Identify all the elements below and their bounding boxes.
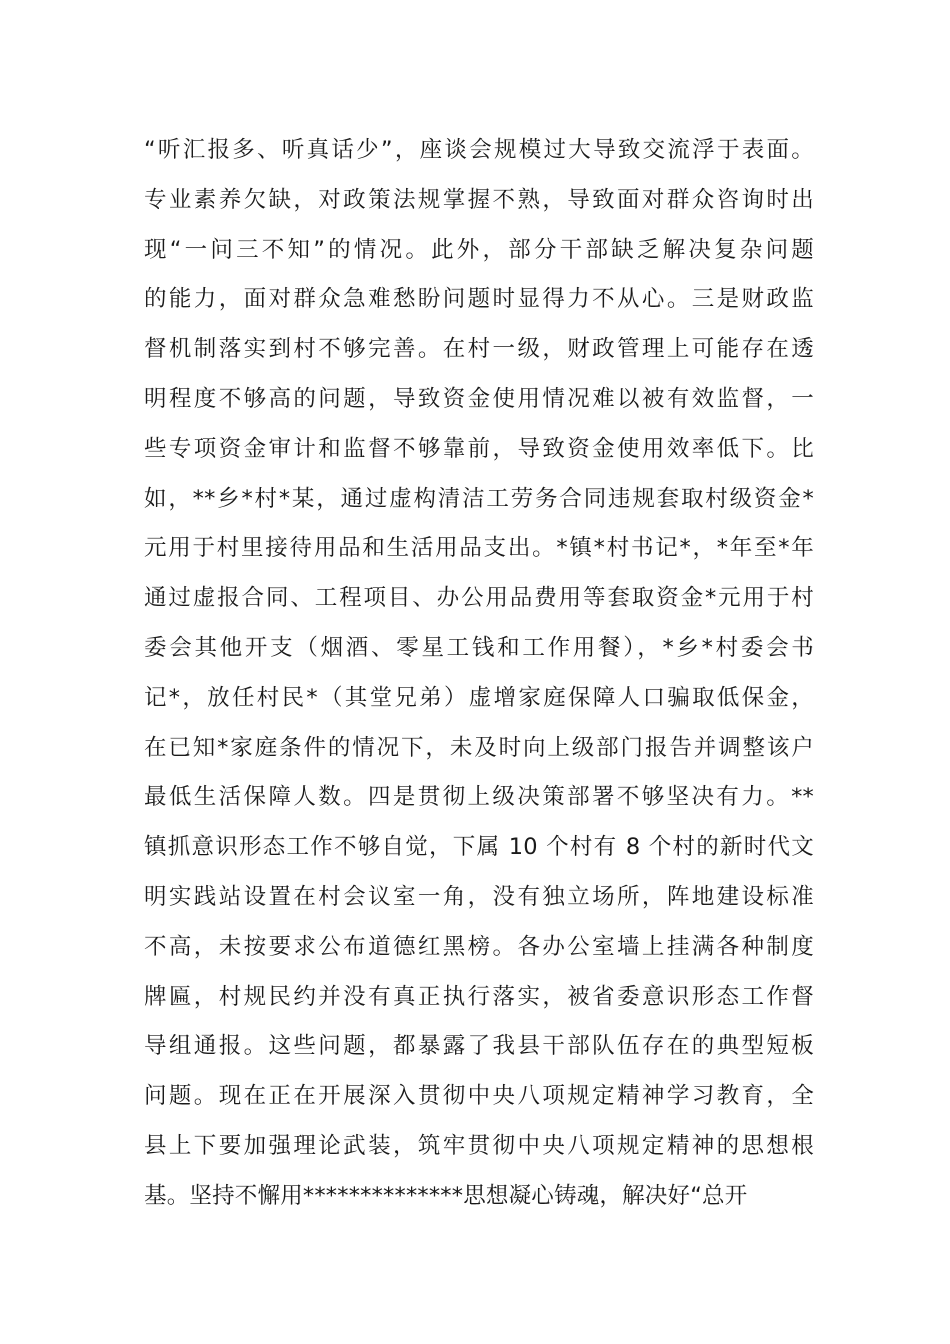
text-line: 镇抓意识形态工作不够自觉，下属 10 个村有 8 个村的新时代文 [144, 834, 814, 861]
text-line: 问题。现在正在开展深入贯彻中央八项规定精神学习教育，全 [144, 1083, 814, 1110]
text-line: 的能力，面对群众急难愁盼问题时显得力不从心。三是财政监 [144, 286, 814, 313]
text-line: 明程度不够高的问题，导致资金使用情况难以被有效监督，一 [144, 385, 814, 412]
text-line: 在已知*家庭条件的情况下，未及时向上级部门报告并调整该户 [144, 734, 814, 761]
text-line: 县上下要加强理论武装，筑牢贯彻中央八项规定精神的思想根 [144, 1132, 814, 1159]
text-line: 如，**乡*村*某，通过虚构清洁工劳务合同违规套取村级资金* [144, 485, 814, 512]
text-line: 最低生活保障人数。四是贯彻上级决策部署不够坚决有力。** [144, 784, 814, 811]
text-line: 委会其他开支（烟酒、零星工钱和工作用餐），*乡*村委会书 [144, 634, 814, 661]
text-line: 基。坚持不懈用**************思想凝心铸魂，解决好“总开 [144, 1182, 748, 1209]
text-line: 导组通报。这些问题，都暴露了我县干部队伍存在的典型短板 [144, 1033, 814, 1060]
text-line: 现“一问三不知”的情况。此外，部分干部缺乏解决复杂问题 [144, 236, 814, 263]
text-line: 不高，未按要求公布道德红黑榜。各办公室墙上挂满各种制度 [144, 933, 814, 960]
text-line: 记*，放任村民*（其堂兄弟）虚增家庭保障人口骗取低保金， [144, 684, 814, 711]
text-line: “听汇报多、听真话少”，座谈会规模过大导致交流浮于表面。 [144, 137, 814, 163]
text-line: 些专项资金审计和监督不够靠前，导致资金使用效率低下。比 [144, 435, 814, 462]
body-text [144, 126, 814, 1222]
text-line: 通过虚报合同、工程项目、办公用品费用等套取资金*元用于村 [144, 585, 814, 612]
text-line: 明实践站设置在村会议室一角，没有独立场所，阵地建设标准 [144, 883, 814, 910]
text-line: 督机制落实到村不够完善。在村一级，财政管理上可能存在透 [144, 336, 814, 363]
text-line: 元用于村里接待用品和生活用品支出。*镇*村书记*，*年至*年 [144, 535, 814, 562]
text-line: 专业素养欠缺，对政策法规掌握不熟，导致面对群众咨询时出 [144, 186, 814, 213]
text-line: 牌匾，村规民约并没有真正执行落实，被省委意识形态工作督 [144, 983, 814, 1010]
